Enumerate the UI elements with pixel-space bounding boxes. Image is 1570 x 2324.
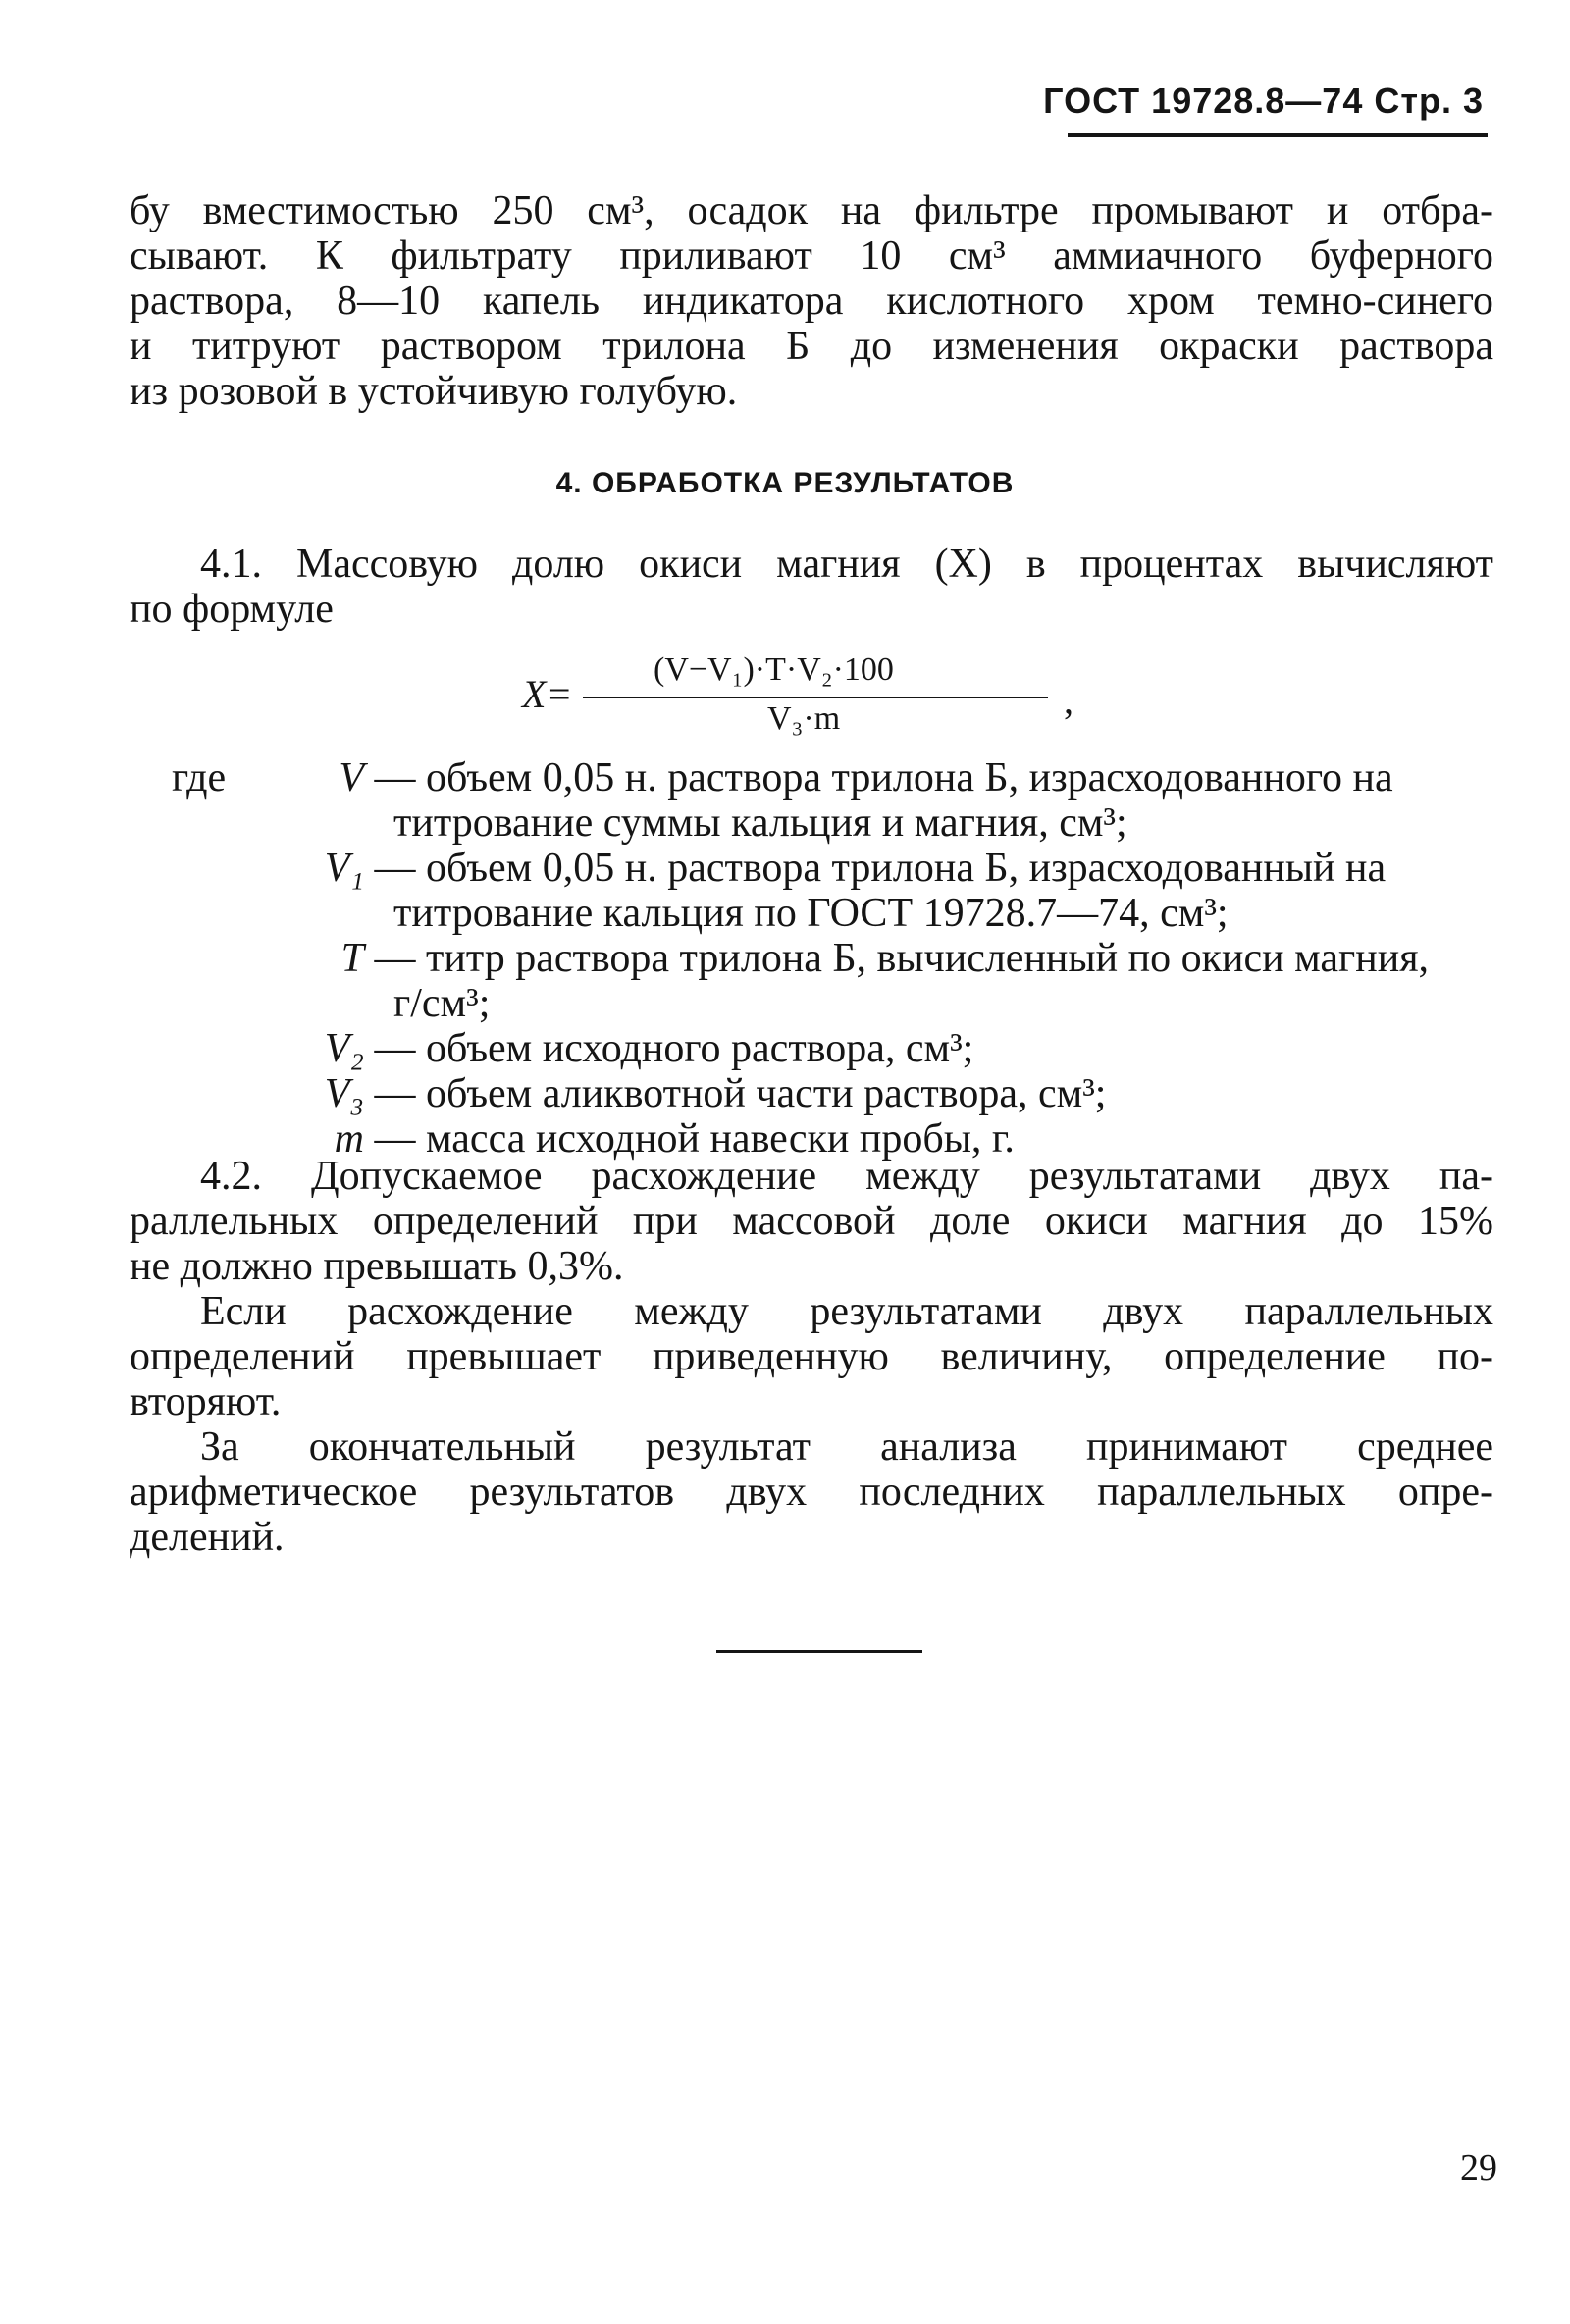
definition-item xyxy=(172,846,1496,936)
definition-text: — титр раствора трилона Б, вычисленный по окиси магния, xyxy=(374,936,1430,981)
paragraph-4-3 xyxy=(130,1289,1493,1424)
definition-text: — масса исходной навески пробы, г. xyxy=(374,1116,1015,1162)
page-number: 29 xyxy=(1460,2147,1497,2189)
definition-symbol: m xyxy=(334,1116,364,1162)
paragraph-4-2 xyxy=(130,1154,1493,1289)
definition-text: титрование кальция по ГОСТ 19728.7—74, см³; xyxy=(393,891,1229,936)
text-line: вторяют. xyxy=(130,1379,282,1424)
header-rule xyxy=(1068,133,1488,137)
text-line: по формуле xyxy=(130,587,334,632)
page-header: ГОСТ 19728.8—74 Стр. 3 xyxy=(1043,80,1484,121)
definition-text: — объем 0,05 н. раствора трилона Б, израсходованный на xyxy=(374,846,1387,891)
intro-paragraph xyxy=(130,188,1493,414)
formula-denominator: V₃·m xyxy=(767,700,841,737)
text-line: За окончательный результат анализа принимают среднее xyxy=(200,1424,1493,1470)
paragraph-4-4 xyxy=(130,1424,1493,1560)
text-line: арифметическое результатов двух последних параллельных опре- xyxy=(130,1470,1493,1515)
end-rule xyxy=(716,1650,922,1653)
definition-symbol: V₂ xyxy=(324,1026,364,1071)
formula-lhs: X= xyxy=(522,672,573,716)
text-line: не должно превышать 0,3%. xyxy=(130,1244,624,1289)
paragraph-4-1 xyxy=(130,542,1493,632)
fraction-bar xyxy=(583,697,1048,698)
definition-symbol: V₁ xyxy=(324,846,364,891)
text-line: делений. xyxy=(130,1515,285,1560)
definition-symbol: V xyxy=(339,755,364,800)
definition-text: — объем 0,05 н. раствора трилона Б, израсходованного на xyxy=(374,755,1393,800)
definition-item xyxy=(172,755,1496,846)
definition-text: — объем исходного раствора, см³; xyxy=(374,1026,974,1071)
text-line: Если расхождение между результатами двух параллельных xyxy=(200,1289,1493,1334)
definitions-list xyxy=(172,755,1496,1162)
text-line: сывают. К фильтрату приливают 10 см³ аммиачного буферного xyxy=(130,233,1493,279)
formula-numerator: (V−V₁)·T·V₂·100 xyxy=(654,651,894,688)
definition-symbol: V₃ xyxy=(324,1071,364,1116)
definition-text: титрование суммы кальция и магния, см³; xyxy=(393,800,1127,846)
definition-text: г/см³; xyxy=(393,981,491,1026)
text-line: 4.1. Массовую долю окиси магния (X) в процентах вычисляют xyxy=(200,542,1493,587)
definition-item xyxy=(172,1026,1496,1071)
text-line: из розовой в устойчивую голубую. xyxy=(130,369,738,414)
text-line: раллельных определений при массовой доле окиси магния до 15% xyxy=(130,1199,1493,1244)
text-line: раствора, 8—10 капель индикатора кислотного хром темно-синего xyxy=(130,279,1493,324)
formula xyxy=(522,651,1072,740)
formula-comma: , xyxy=(1064,678,1073,722)
where-label: где xyxy=(172,755,227,800)
section-title: 4. ОБРАБОТКА РЕЗУЛЬТАТОВ xyxy=(555,467,1015,499)
text-line: определений превышает приведенную величину, определение по- xyxy=(130,1334,1493,1379)
text-line: и титруют раствором трилона Б до изменения окраски раствора xyxy=(130,324,1493,369)
definition-symbol: T xyxy=(340,936,364,981)
definition-text: — объем аликвотной части раствора, см³; xyxy=(374,1071,1107,1116)
definition-item xyxy=(172,1071,1496,1116)
text-line: бу вместимостью 250 см³, осадок на фильтре промывают и отбра- xyxy=(130,188,1493,233)
text-line: 4.2. Допускаемое расхождение между результатами двух па- xyxy=(200,1154,1493,1199)
definition-item xyxy=(172,936,1496,1026)
